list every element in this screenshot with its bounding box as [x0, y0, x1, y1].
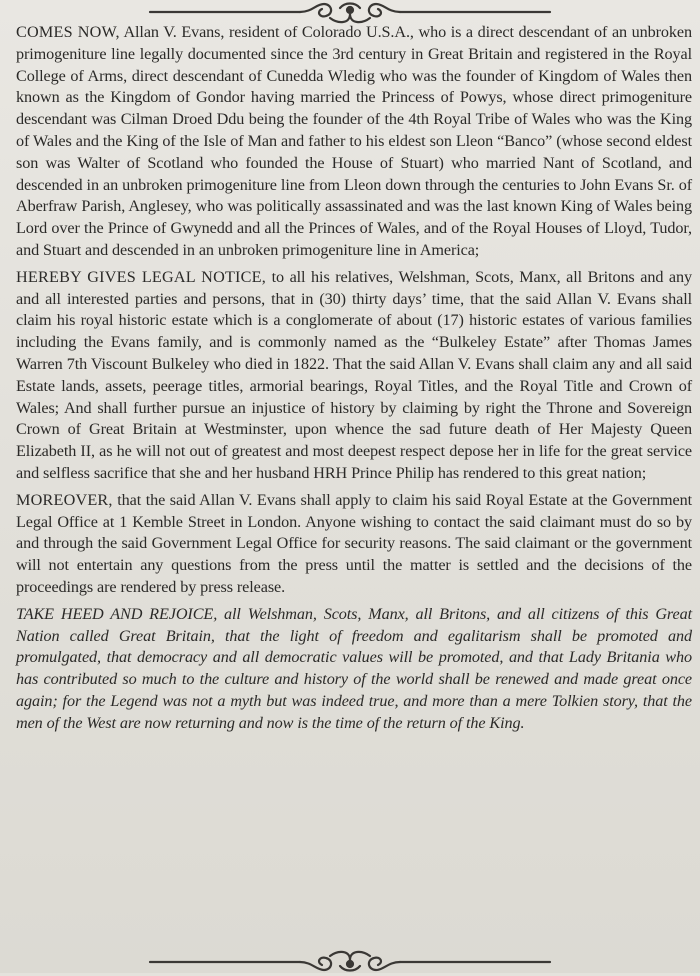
paragraph-lead: COMES NOW, [16, 23, 120, 41]
bottom-scroll-ornament [0, 946, 700, 976]
paragraph-lead: TAKE HEED AND REJOICE, [16, 604, 218, 623]
paragraph-body: Allan V. Evans, resident of Colorado U.S.A., who is a direct descendant of an unbroken primogeniture line legally documented since the 3rd century in Great Britain and registered in the Royal College of Arms, direct descendant of Cunedda Wledig who was the founder of Kingdom of Wales then known as the Kingdom of Gondor having married the Princess of Powys, whose direct primogeniture descendant was Cilman Droed Ddu being the founder of the 4th Royal Tribe of Wales who was the King of Wales and the King of the Isle of Man and father to his eldest son Lleon “Banco” (whose second eldest son was Walter of Scotland who founded the House of Stuart) who married Nant of Scotland, and descended in an unbroken primogeniture line from Lleon down through the centuries to John Evans Sr. of Aberfraw Parish, Anglesey, who was politically assassinated and was the last known King of Wales being Lord over the Prince of Gwynedd and all the Princes of Wales, and of the Royal Houses of Lloyd, Tudor, and Stuart and descended in an unbroken primogeniture line in America; [16, 23, 692, 259]
paragraph-take-heed [16, 604, 692, 735]
paragraph-legal-notice [16, 267, 692, 485]
paragraph-comes-now [16, 22, 692, 262]
paragraph-body: to all his relatives, Welshman, Scots, Manx, all Britons and any and all interested parties and persons, that in (30) thirty days’ time, that the said Allan V. Evans shall claim his royal historic estate which is a conglomerate of about (17) historic estates of various families including the Evans family, and is commonly named as the “Bulkeley Estate” after Thomas James Warren 7th Viscount Bulkeley who died in 1822. That the said Allan V. Evans shall claim any and all said Estate lands, assets, peerage titles, armorial bearings, Royal Titles, and the Royal Title and Crown of Wales; And shall further pursue an injustice of history by claiming by right the Throne and Sovereign Crown of Great Britain at Westminster, upon whence the sad future death of Her Majesty Queen Elizabeth II, as he will not out of greatest and most deepest respect depose her in life for the great service and selfless sacrifice that she and her husband HRH Prince Philip has rendered to this great nation; [16, 267, 692, 482]
paragraph-body: all Welshman, Scots, Manx, all Britons, and all citizens of this Great Nation called Great Britain, that the light of freedom and egalitarism shall be promoted and promulgated, that democracy and all democratic values will be promoted, and that Lady Britania who has contributed so much to the culture and history of the world shall be renewed and made great once again; for the Legend was not a myth but was indeed true, and more than a mere Tolkien story, that the men of the West are now returning and now is the time of the return of the King. [16, 604, 692, 732]
paragraph-lead: HEREBY GIVES LEGAL NOTICE, [16, 267, 266, 286]
paragraph-lead: MOREOVER, [16, 490, 113, 509]
paragraph-moreover [16, 490, 692, 599]
notice-text [16, 22, 692, 740]
paragraph-body: that the said Allan V. Evans shall apply to claim his said Royal Estate at the Government Legal Office at 1 Kemble Street in London. Anyone wishing to contact the said claimant must do so by and through the said Government Legal Office for security reasons. The said claimant or the government will not entertain any questions from the press until the matter is settled and the decisions of the proceedings are rendered by press release. [16, 490, 692, 596]
